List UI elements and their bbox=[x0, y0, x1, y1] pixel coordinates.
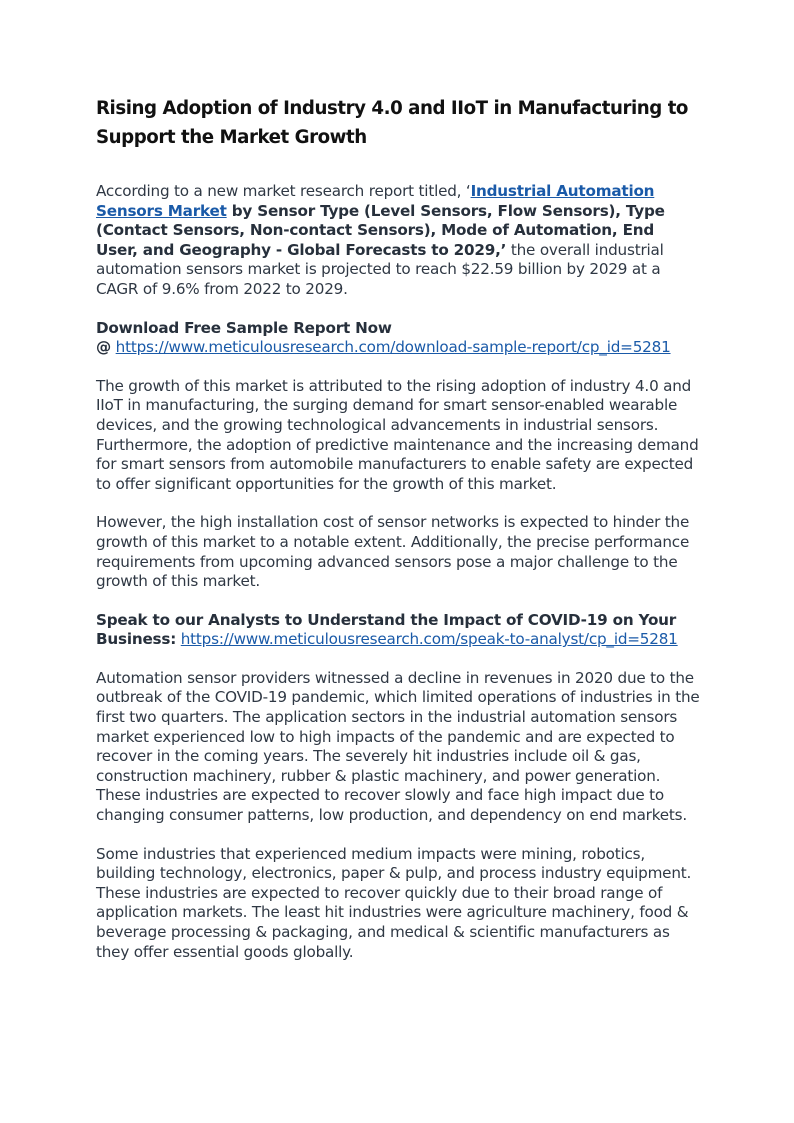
download-label: Download Free Sample Report Now bbox=[96, 318, 392, 337]
download-at-symbol: @ bbox=[96, 338, 111, 357]
document-page bbox=[96, 94, 700, 981]
speak-to-analyst-link[interactable]: https://www.meticulousresearch.com/speak-to-analyst/cp_id=5281 bbox=[180, 630, 678, 649]
download-sample-link[interactable]: https://www.meticulousresearch.com/download-sample-report/cp_id=5281 bbox=[115, 338, 671, 357]
analyst-block bbox=[96, 611, 700, 650]
report-title-rest: by Sensor Type (Level Sensors, Flow Sensors), Type (Contact Sensors, Non-contact Sensors), Mode of Automation, End User, and Geography - Global Forecasts to 2029,’ bbox=[96, 201, 665, 259]
intro-suffix: the overall industrial automation sensors market is projected to reach $22.59 billion by 2029 at a CAGR of 9.6% from 2022 to 2029. bbox=[96, 240, 664, 298]
challenge-paragraph: However, the high installation cost of sensor networks is expected to hinder the growth of this market to a notable extent. Additionally, the precise performance requirements from upcoming advanced sensors pose a major challenge to the growth of this market. bbox=[96, 513, 690, 591]
download-block bbox=[96, 319, 700, 358]
analyst-label: Speak to our Analysts to Understand the Impact of COVID-19 on Your Business: bbox=[96, 610, 677, 649]
intro-prefix: According to a new market research report titled, ‘ bbox=[96, 182, 471, 200]
covid-impact-paragraph: Automation sensor providers witnessed a decline in revenues in 2020 due to the outbreak of the COVID-19 pandemic, which limited operations of industries in the first two quarters. The application sectors in the industrial automation sensors market experienced low to high impacts of the pandemic and are expected to recover in the coming years. The severely hit industries include oil & gas, construction machinery, rubber & plastic machinery, and power generation. These industries are expected to recover slowly and face high impact due to changing consumer patterns, low production, and dependency on end markets. bbox=[96, 668, 700, 825]
page-title: Rising Adoption of Industry 4.0 and IIoT in Manufacturing to Support the Market Growth bbox=[96, 98, 688, 148]
growth-paragraph: The growth of this market is attributed to the rising adoption of industry 4.0 and IIoT in manufacturing, the surging demand for smart sensor-enabled wearable devices, and the growing technological advancements in industrial sensors. Furthermore, the adoption of predictive maintenance and the increasing demand for smart sensors from automobile manufacturers to enable safety are expected to offer significant opportunities for the growth of this market. bbox=[96, 376, 699, 493]
report-title-link[interactable]: Industrial Automation Sensors Market bbox=[96, 182, 655, 220]
intro-paragraph bbox=[96, 182, 700, 300]
medium-impact-paragraph: Some industries that experienced medium impacts were mining, robotics, building technology, electronics, paper & pulp, and process industry equipment. These industries are expected to recover quickly due to their broad range of application markets. The least hit industries were agriculture machinery, food & beverage processing & packaging, and medical & scientific manufacturers as they offer essential goods globally. bbox=[96, 844, 692, 961]
